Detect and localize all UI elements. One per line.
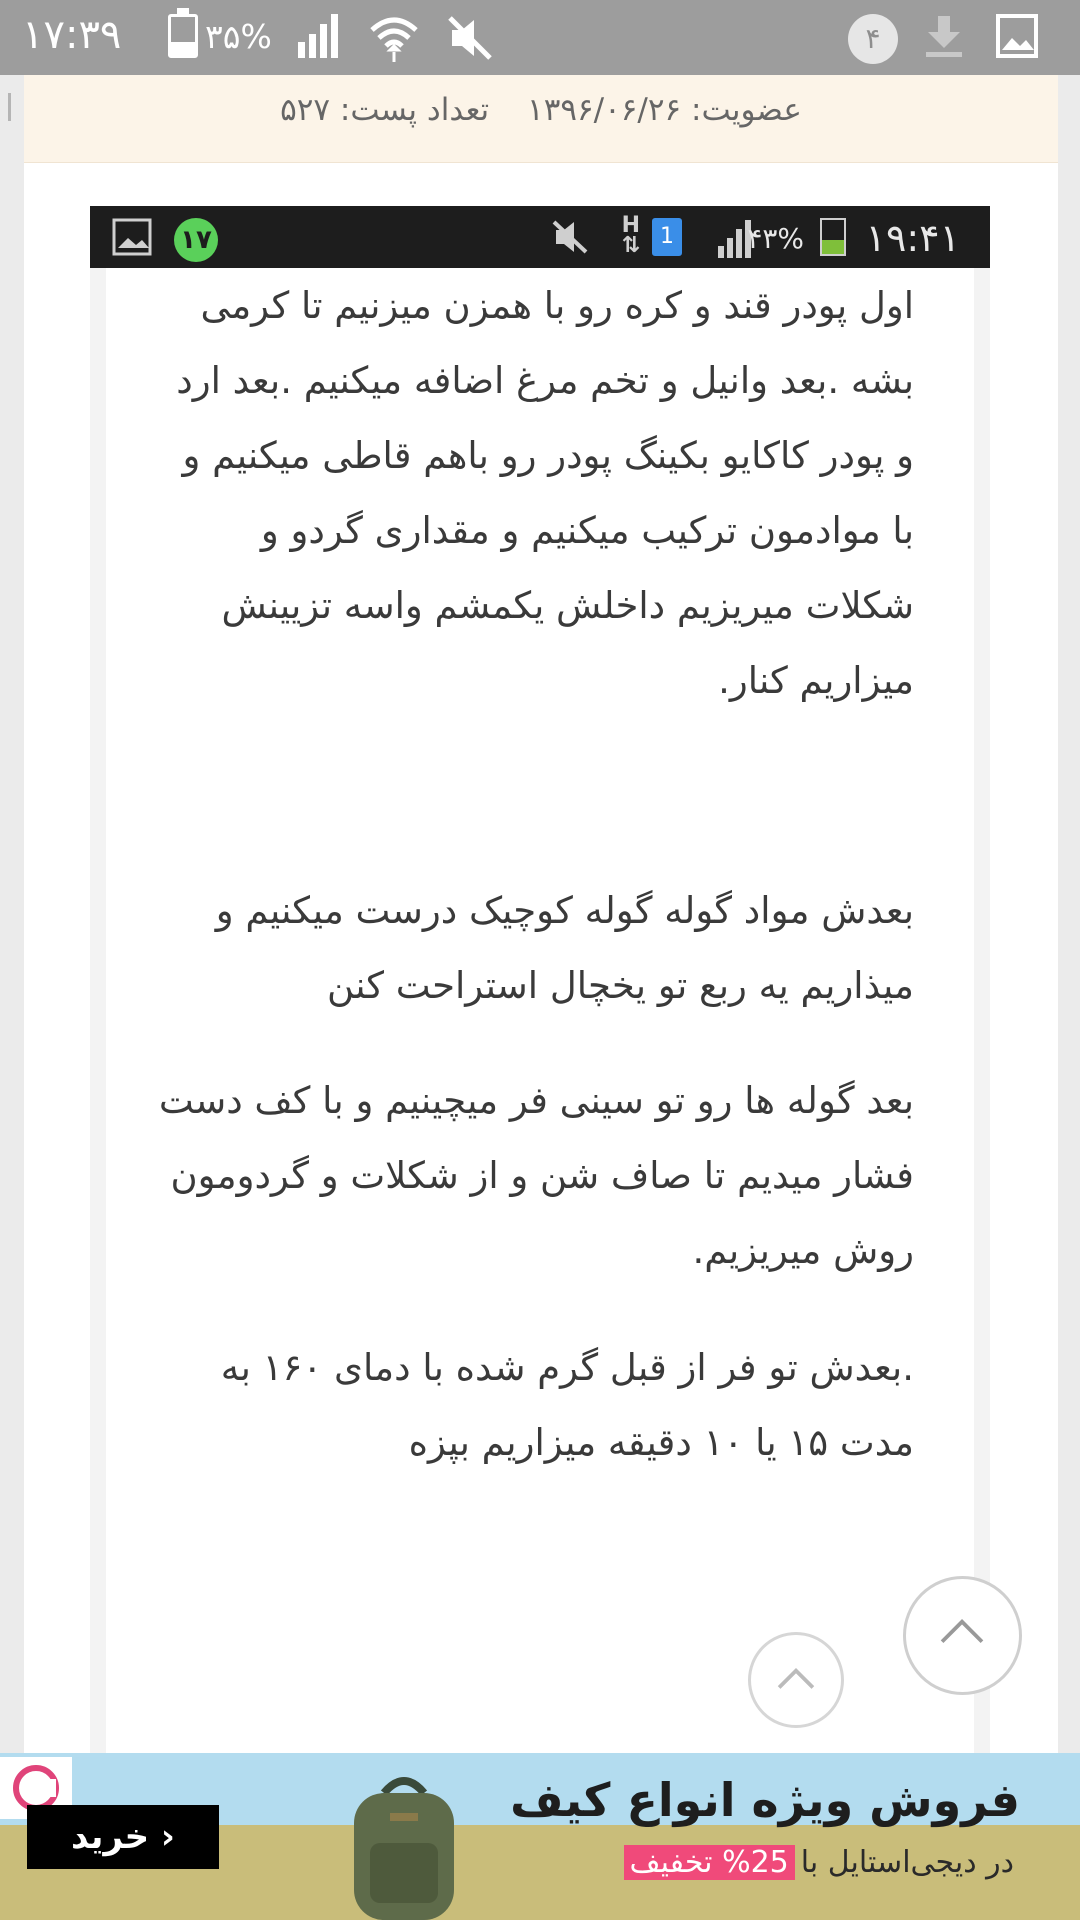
post-count: تعداد پست: ۵۲۷: [280, 92, 490, 128]
embedded-scroll-top-button: [748, 1632, 844, 1728]
embedded-network-type: H ⇅: [621, 213, 640, 258]
backpack-image: [330, 1773, 478, 1920]
chevron-up-icon: [751, 1635, 841, 1725]
battery-percent: ۳۵%: [205, 17, 272, 56]
membership-date: عضویت: ۱۳۹۶/۰۶/۲۶: [527, 92, 802, 128]
notification-count-badge: ۴: [848, 14, 898, 64]
ad-banner[interactable]: [0, 1753, 1080, 1920]
recipe-paragraph: بعد گوله ها رو تو سینی فر میچینیم و با کف دست فشار میدیم تا صاف شن و از شکلات و گردومون روش میریزیم.: [158, 1079, 914, 1272]
recipe-paragraph: .بعدش تو فر از قبل گرم شده با دمای ۱۶۰ به مدت ۱۵ یا ۱۰ دقیقه میزاریم بپزه: [220, 1346, 914, 1464]
embedded-sim-icon: 1: [652, 218, 682, 256]
ad-subtitle: در دیجی‌استایل با25% تخفیف: [624, 1845, 1014, 1880]
scroll-to-top-button[interactable]: [903, 1576, 1022, 1695]
post-card: [24, 75, 1058, 1755]
recipe-text: [106, 268, 974, 1755]
embedded-mute-icon: [550, 218, 590, 260]
discount-badge: 25% تخفیف: [624, 1845, 795, 1880]
left-margin: [0, 75, 24, 1755]
embedded-screenshot[interactable]: [90, 206, 990, 1755]
embedded-time: ۱۹:۴۱: [865, 216, 960, 260]
embedded-status-bar: [90, 206, 990, 268]
status-bar: [0, 0, 1080, 75]
scroll-indicator: [8, 93, 11, 121]
embedded-battery-percent: ۴۳%: [747, 222, 804, 255]
right-margin: [1058, 75, 1080, 1755]
mute-icon: [444, 12, 496, 68]
member-info-bar: [24, 75, 1058, 163]
embedded-image-icon: [112, 218, 152, 260]
wifi-icon: [368, 12, 420, 68]
embedded-battery-icon: [820, 218, 846, 256]
recipe-paragraph: اول پودر قند و کره رو با همزن میزنیم تا کرمی بشه .بعد وانیل و تخم مرغ اضافه میکنیم .بعد ارد و پودر کاکایو بکینگ پودر رو باهم قاطی میکنیم و با موادمون ترکیب میکنیم و مقداری گردو و شکلات میریزیم داخلش یکمشم واسه تزیینش میزاریم کنار.: [176, 284, 914, 702]
battery-icon: [168, 14, 198, 58]
status-time: ۱۷:۳۹: [22, 12, 122, 58]
ad-title: فروش ویژه انواع کیف: [510, 1773, 1020, 1827]
image-icon: [996, 12, 1038, 64]
download-icon: [924, 12, 964, 64]
buy-button[interactable]: خرید ›: [27, 1805, 219, 1869]
recipe-paragraph: بعدش مواد گوله گوله کوچیک درست میکنیم و میذاریم یه ربع تو یخچال استراحت کنن: [215, 889, 914, 1007]
chevron-up-icon: [906, 1579, 1019, 1692]
signal-icon: [296, 12, 344, 64]
embedded-notification-badge: ۱۷: [174, 218, 218, 262]
